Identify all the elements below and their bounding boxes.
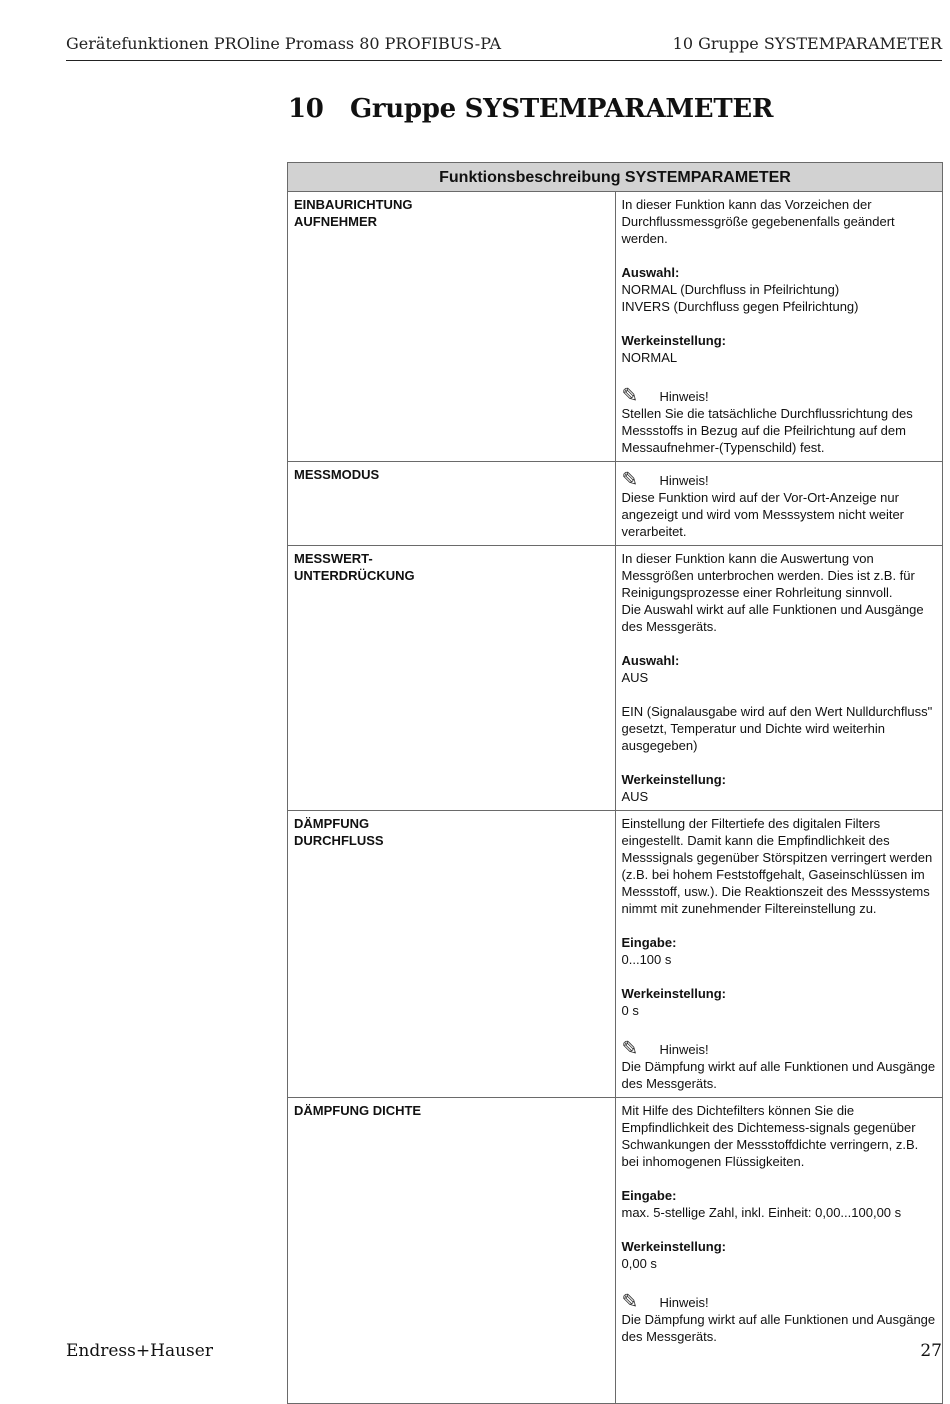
pencil-note-icon: ✎ (621, 1038, 639, 1060)
function-description-table (287, 162, 943, 1404)
table-row (288, 1098, 943, 1404)
default-value: AUS (621, 789, 649, 804)
option-item: INVERS (Durchfluss gegen Pfeilrichtung) (621, 299, 859, 314)
default-label: Werkeinstellung: (621, 986, 727, 1001)
header-chapter: 10 Gruppe SYSTEMPARAMETER (672, 34, 942, 53)
chapter-number: 10 (288, 94, 324, 124)
option-item: EIN (Signalausgabe wird auf den Wert Nulldurchfluss" gesetzt, Temperatur und Dichte wird weiterhin ausgegeben) (621, 704, 933, 753)
note-text: Stellen Sie die tatsächliche Durchflussrichtung des Messstoffs in Bezug auf die Pfeilrichtung auf dem Messaufnehmer-(Typenschild) fest. (621, 406, 913, 455)
default-value: 0,00 s (621, 1256, 657, 1271)
note-label: Hinweis! (659, 389, 709, 404)
table-row (288, 462, 943, 546)
table-heading: Funktionsbeschreibung SYSTEMPARAMETER (288, 163, 943, 192)
options-label: Auswahl: (621, 653, 680, 668)
description-text: Die Auswahl wirkt auf alle Funktionen und Ausgänge des Messgeräts. (621, 602, 924, 634)
function-name (288, 546, 616, 811)
default-block (622, 332, 937, 366)
input-block (622, 1187, 937, 1221)
function-name-line: DÄMPFUNG DICHTE (294, 1103, 422, 1118)
note-text: Diese Funktion wird auf der Vor-Ort-Anzeige nur angezeigt und wird vom Messsystem nicht weiter verarbeitet. (621, 490, 905, 539)
description-text: Einstellung der Filtertiefe des digitalen Filters eingestellt. Damit kann die Empfindlichkeit des Messsignals gegenüber Störspitzen verringert werden (z.B. bei hohem Feststoffgehalt, Gaseinschlüssen im Messstoff, usw.). Die Reaktionszeit des Messsystems nimmt mit zunehmender Filtereinstellung zu. (621, 816, 933, 916)
chapter-title-text: Gruppe SYSTEMPARAMETER (350, 94, 774, 124)
note-text: Die Dämpfung wirkt auf alle Funktionen und Ausgänge des Messgeräts. (621, 1059, 936, 1091)
options-block (622, 264, 937, 315)
function-name-line: DÄMPFUNG (294, 816, 370, 831)
note-block (621, 385, 937, 456)
description-text: In dieser Funktion kann die Auswertung von Messgrößen unterbrochen werden. Dies ist z.B. für Reinigungsprozesse einer Rohrleitung sinnvoll. (621, 551, 915, 600)
note-label: Hinweis! (659, 1042, 709, 1057)
input-value: 0...100 s (621, 952, 672, 967)
options-label: Auswahl: (621, 265, 680, 280)
description-text: In dieser Funktion kann das Vorzeichen der Durchflussmessgröße gegebenenfalls geändert werden. (621, 197, 895, 246)
function-description (615, 811, 943, 1098)
function-name (288, 1098, 616, 1404)
input-value: max. 5-stellige Zahl, inkl. Einheit: 0,00...100,00 s (621, 1205, 902, 1220)
function-name (288, 811, 616, 1098)
input-label: Eingabe: (621, 935, 677, 950)
default-value: 0 s (621, 1003, 639, 1018)
default-label: Werkeinstellung: (621, 1239, 727, 1254)
note-block (621, 469, 937, 540)
note-label: Hinweis! (659, 473, 709, 488)
default-label: Werkeinstellung: (621, 333, 727, 348)
options-block (622, 652, 937, 686)
note-text: Die Dämpfung wirkt auf alle Funktionen und Ausgänge des Messgeräts. (621, 1312, 936, 1344)
function-description (615, 1098, 943, 1404)
pencil-note-icon: ✎ (621, 1291, 639, 1313)
note-block (621, 1291, 937, 1345)
default-label: Werkeinstellung: (621, 772, 727, 787)
function-name-line: UNTERDRÜCKUNG (294, 568, 415, 583)
function-description (615, 546, 943, 811)
option-item: AUS (621, 670, 649, 685)
pencil-note-icon: ✎ (621, 385, 639, 407)
function-name-line: AUFNEHMER (294, 214, 378, 229)
input-label: Eingabe: (621, 1188, 677, 1203)
default-value: NORMAL (621, 350, 678, 365)
note-label: Hinweis! (659, 1295, 709, 1310)
table-row (288, 811, 943, 1098)
function-name (288, 192, 616, 462)
description-block (622, 550, 937, 635)
input-block (622, 934, 937, 968)
function-name-line: MESSWERT- (294, 551, 373, 566)
function-name-line: MESSMODUS (294, 467, 380, 482)
function-description (615, 192, 943, 462)
header-document-title: Gerätefunktionen PROline Promass 80 PROFIBUS-PA (66, 34, 502, 53)
option-item: NORMAL (Durchfluss in Pfeilrichtung) (621, 282, 840, 297)
default-block (622, 985, 937, 1019)
table-heading-row (288, 163, 943, 192)
function-name (288, 462, 616, 546)
function-name-line: EINBAURICHTUNG (294, 197, 413, 212)
default-block (622, 771, 937, 805)
chapter-title (288, 94, 773, 124)
default-block (622, 1238, 937, 1272)
running-header (66, 31, 942, 61)
function-name-line: DURCHFLUSS (294, 833, 384, 848)
note-block (621, 1038, 937, 1092)
description-text: Mit Hilfe des Dichtefilters können Sie die Empfindlichkeit des Dichtemess-signals gegenüber Schwankungen der Messstoffdichte verringern, z.B. bei inhomogenen Flüssigkeiten. (621, 1103, 919, 1169)
table-row (288, 192, 943, 462)
pencil-note-icon: ✎ (621, 469, 639, 491)
footer-brand: Endress+Hauser (66, 1341, 213, 1361)
page-number: 27 (920, 1341, 942, 1361)
function-description (615, 462, 943, 546)
table-row (288, 546, 943, 811)
